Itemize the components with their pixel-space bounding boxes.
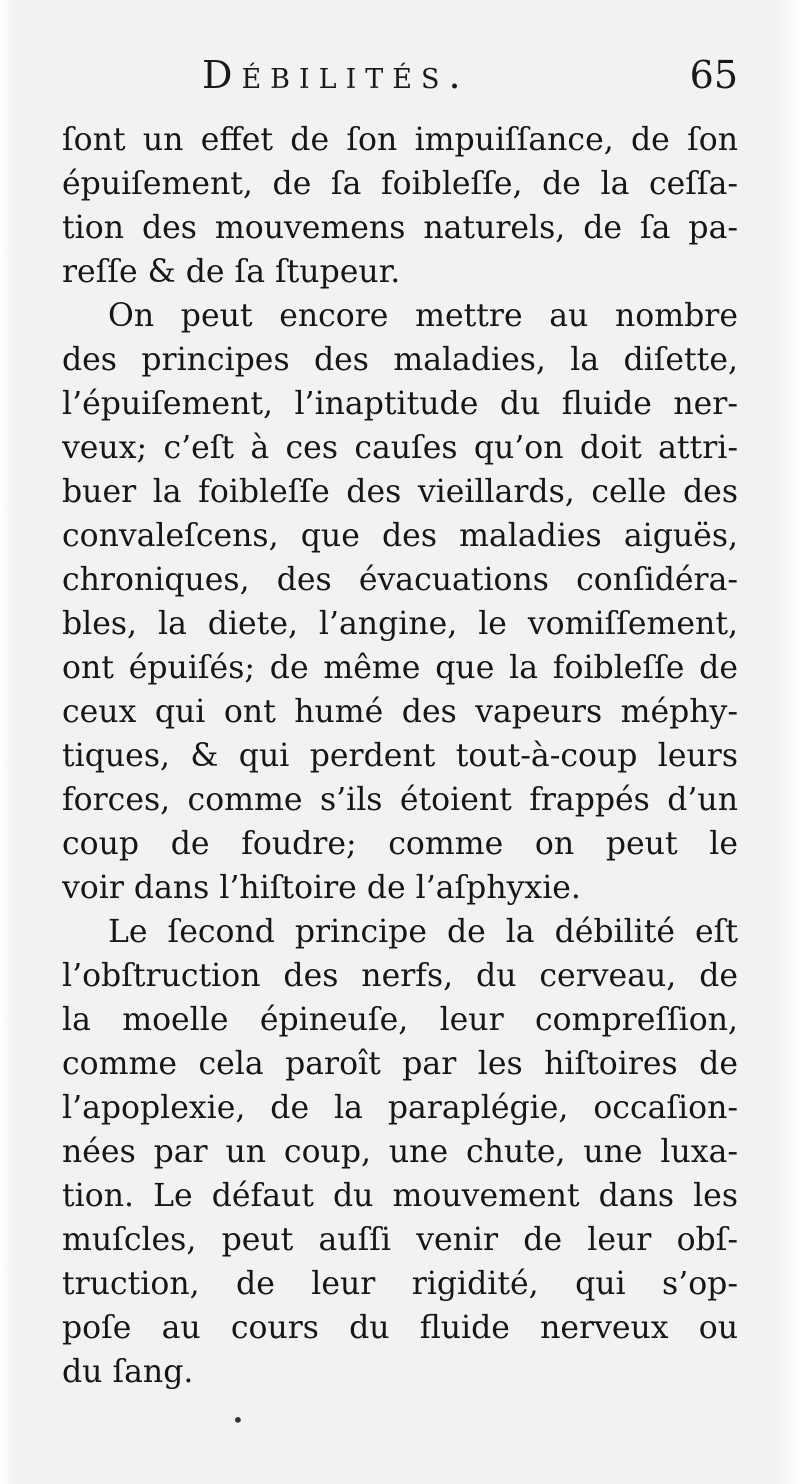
text-line: voir dans l’hiſtoire de l’aſphyxie. [62,870,581,906]
text-line: tion. Le défaut du mouvement dans les [62,1178,738,1214]
text-line: veux; c’eſt à ces cauſes qu’on doit attri- [62,430,738,466]
printer-mark: • [232,1408,244,1432]
text-line: l’épuiſement, l’inaptitude du fluide ner- [62,386,738,422]
text-line: muſcles, peut auſſi venir de leur obſ- [62,1222,738,1258]
text-line: ont épuiſés; de même que la foibleſſe de [62,650,738,686]
text-line: poſe au cours du fluide nerveux ou [62,1310,738,1346]
text-line: chroniques, des évacuations conſidéra- [62,562,738,598]
text-line: coup de foudre; comme on peut le [62,826,738,862]
text-line: ſont un effet de ſon impuiſſance, de ſon [62,122,738,158]
text-line: l’apoplexie, de la paraplégie, occaſion- [62,1090,738,1126]
paragraph-start-line: On peut encore mettre au nombre [108,298,738,334]
text-line: truction, de leur rigidité, qui s’op- [62,1266,738,1302]
text-line: forces, comme s’ils étoient frappés d’un [62,782,738,818]
page-header [62,48,738,102]
page-number: 65 [689,53,738,97]
text-line: tiques, & qui perdent tout-à-coup leurs [62,738,738,774]
paragraph-start-line: Le ſecond principe de la débilité eſt [108,914,738,950]
text-line: nées par un coup, une chute, une luxa- [62,1134,738,1170]
text-line: la moelle épineuſe, leur compreſſion, [62,1002,738,1038]
text-line: ceux qui ont humé des vapeurs méphy- [62,694,738,730]
text-line: convaleſcens, que des maladies aiguës, [62,518,738,554]
text-line: comme cela paroît par les hiſtoires de [62,1046,738,1082]
text-line: des principes des maladies, la diſette, [62,342,738,378]
text-line: bles, la diete, l’angine, le vomiſſement, [62,606,738,642]
body-text [62,118,738,1394]
text-line: tion des mouvemens naturels, de ſa pa- [62,210,738,246]
text-line: épuiſement, de ſa foibleſſe, de la ceſſa- [62,166,738,202]
text-line: reſſe & de ſa ſtupeur. [62,254,401,290]
text-line: buer la foibleſſe des vieillards, celle des [62,474,738,510]
text-line: du ſang. [62,1354,194,1390]
running-head: Débilités. [202,53,470,97]
text-line: l’obſtruction des nerfs, du cerveau, de [62,958,738,994]
